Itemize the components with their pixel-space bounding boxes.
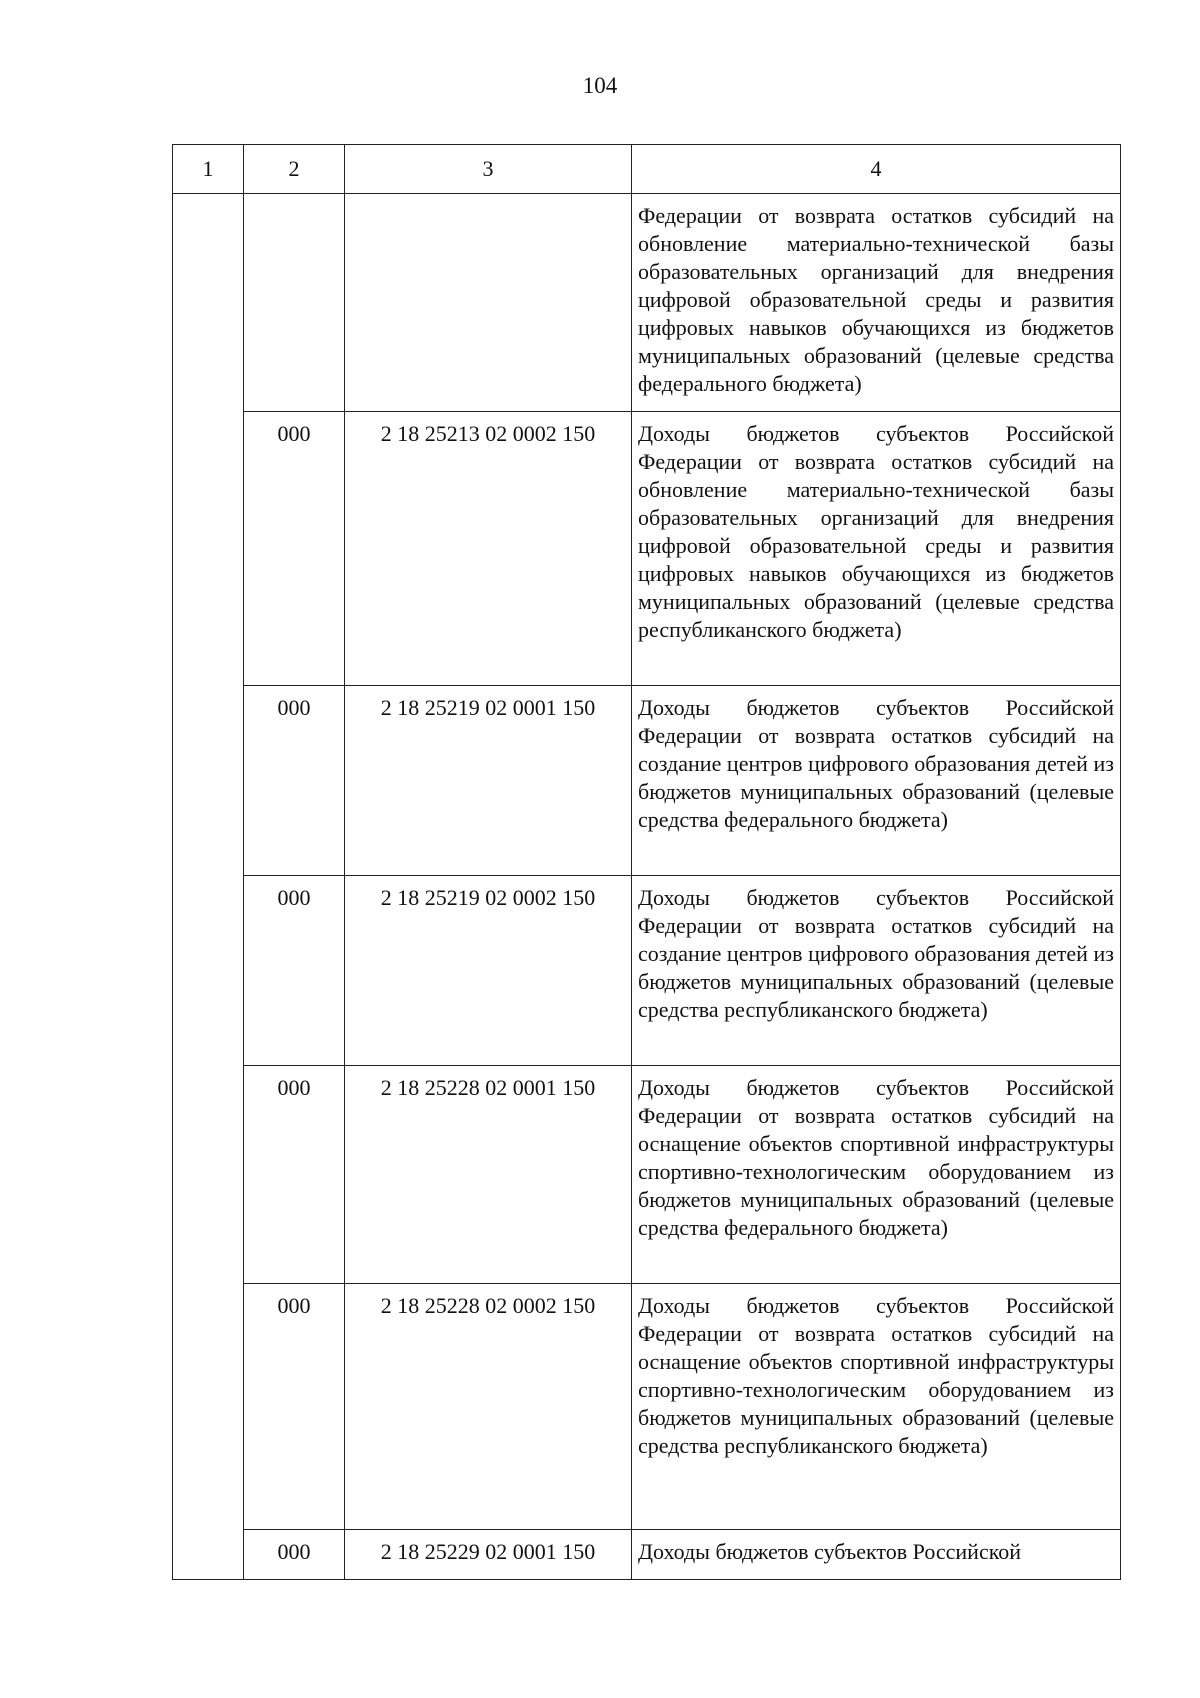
revenue-code-cell	[345, 194, 632, 412]
header-col-1: 1	[173, 145, 244, 194]
header-col-2: 2	[244, 145, 345, 194]
description-cell: Доходы бюджетов субъектов Российской Федерации от возврата остатков субсидий на обновление материально-технической базы образовательных организаций для внедрения цифровой образовательной среды и развития цифровых навыков обучающихся из бюджетов муниципальных образований (целевые средства республиканского бюджета)	[632, 412, 1121, 686]
table-row	[173, 412, 1121, 686]
description-cell: Федерации от возврата остатков субсидий на обновление материально-технической базы образовательных организаций для внедрения цифровой образовательной среды и развития цифровых навыков обучающихся из бюджетов муниципальных образований (целевые средства федерального бюджета)	[632, 194, 1121, 412]
admin-code-cell: 000	[244, 1066, 345, 1284]
header-col-3: 3	[345, 145, 632, 194]
table-row	[173, 686, 1121, 876]
revenue-code-cell: 2 18 25219 02 0001 150	[345, 686, 632, 876]
description-cell: Доходы бюджетов субъектов Российской	[632, 1530, 1121, 1580]
table-row	[173, 876, 1121, 1066]
admin-code-cell: 000	[244, 1530, 345, 1580]
header-col-4: 4	[632, 145, 1121, 194]
admin-code-cell: 000	[244, 412, 345, 686]
revenue-code-cell: 2 18 25213 02 0002 150	[345, 412, 632, 686]
description-cell: Доходы бюджетов субъектов Российской Федерации от возврата остатков субсидий на создание центров цифрового образования детей из бюджетов муниципальных образований (целевые средства федерального бюджета)	[632, 686, 1121, 876]
revenue-code-cell: 2 18 25229 02 0001 150	[345, 1530, 632, 1580]
admin-code-cell: 000	[244, 686, 345, 876]
revenue-code-cell: 2 18 25228 02 0001 150	[345, 1066, 632, 1284]
description-cell: Доходы бюджетов субъектов Российской Федерации от возврата остатков субсидий на оснащение объектов спортивной инфраструктуры спортивно-технологическим оборудованием из бюджетов муниципальных образований (целевые средства федерального бюджета)	[632, 1066, 1121, 1284]
budget-classification-table	[172, 144, 1121, 1580]
table-row	[173, 1284, 1121, 1530]
admin-code-cell: 000	[244, 876, 345, 1066]
revenue-code-cell: 2 18 25228 02 0002 150	[345, 1284, 632, 1530]
description-cell: Доходы бюджетов субъектов Российской Федерации от возврата остатков субсидий на создание центров цифрового образования детей из бюджетов муниципальных образований (целевые средства республиканского бюджета)	[632, 876, 1121, 1066]
table-row	[173, 1066, 1121, 1284]
description-cell: Доходы бюджетов субъектов Российской Федерации от возврата остатков субсидий на оснащение объектов спортивной инфраструктуры спортивно-технологическим оборудованием из бюджетов муниципальных образований (целевые средства республиканского бюджета)	[632, 1284, 1121, 1530]
page-number: 104	[582, 73, 618, 98]
revenue-code-cell: 2 18 25219 02 0002 150	[345, 876, 632, 1066]
table-row	[173, 1530, 1121, 1580]
admin-code-cell	[244, 194, 345, 412]
header-row	[173, 145, 1121, 194]
admin-code-cell: 000	[244, 1284, 345, 1530]
merged-col-1-cell	[173, 194, 244, 1580]
table-row	[173, 194, 1121, 412]
